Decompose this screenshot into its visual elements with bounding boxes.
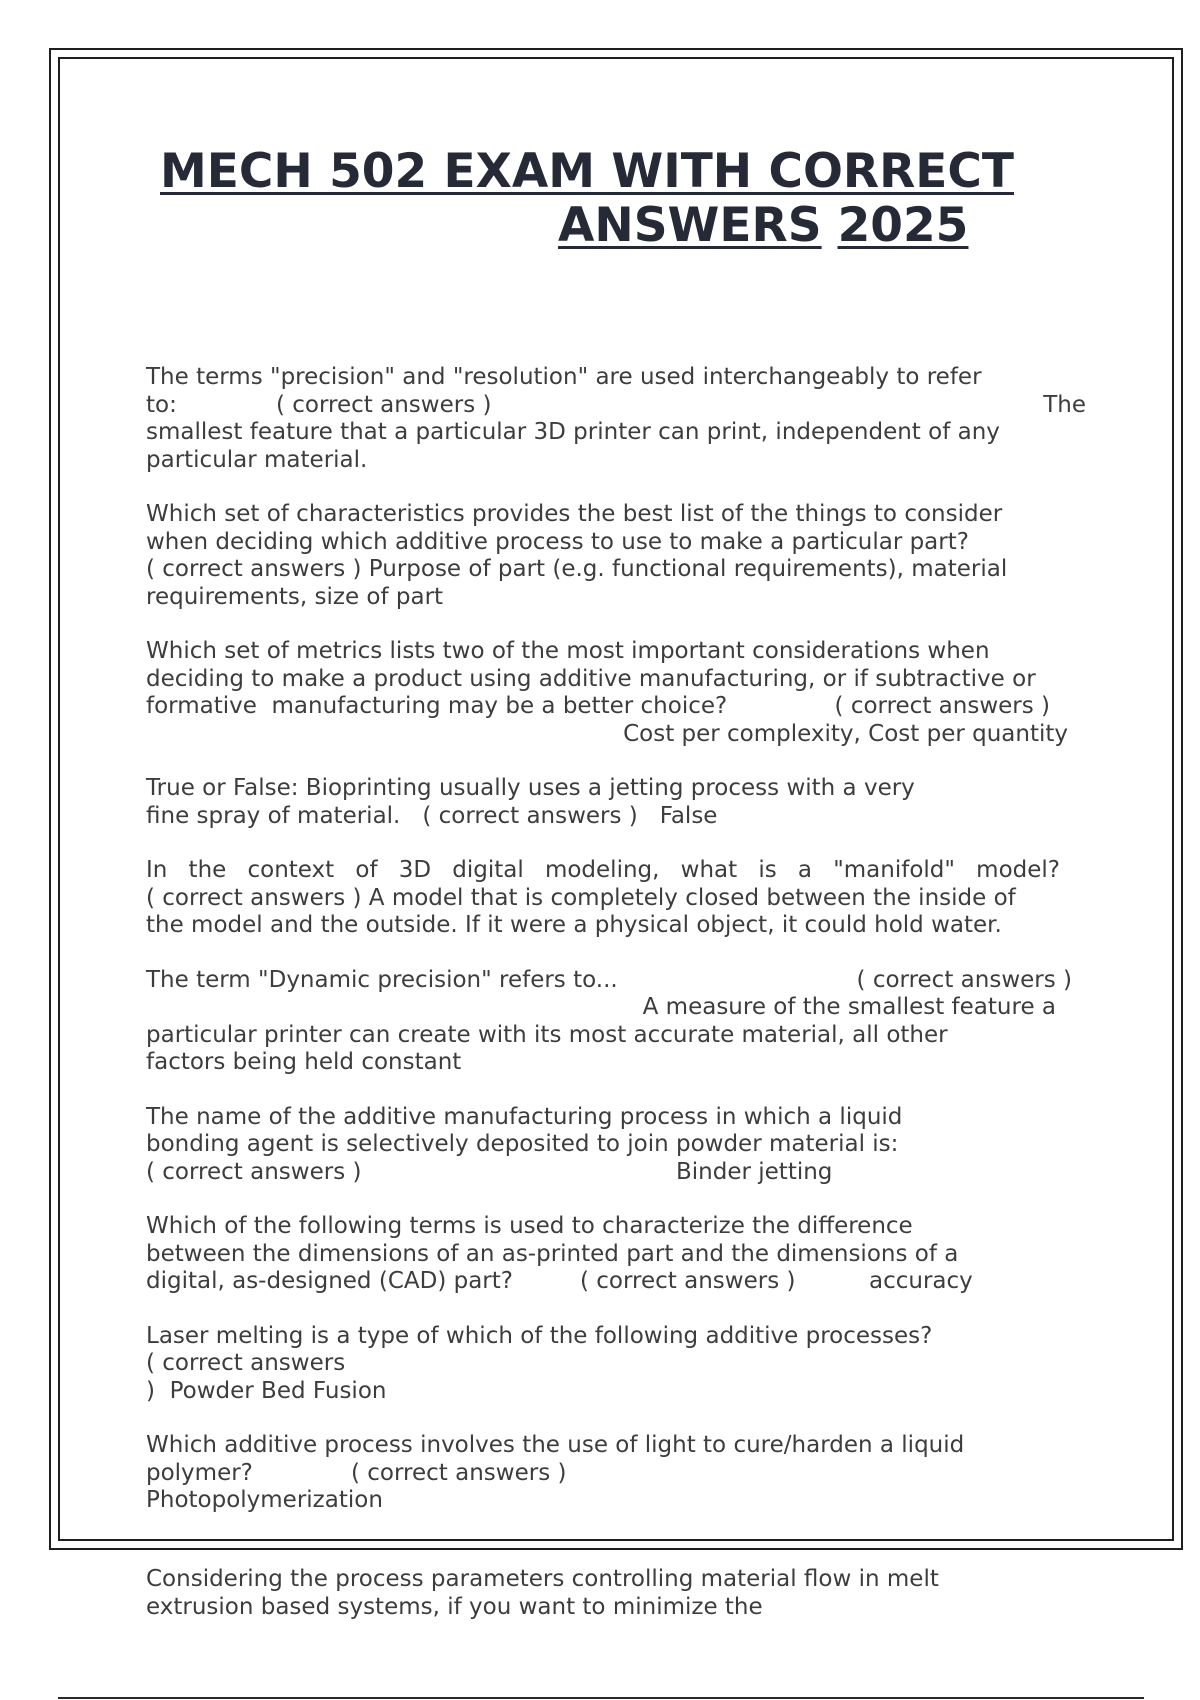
answer-tag: ( correct answers (146, 1350, 346, 1376)
question-text: formative manufacturing may be a better choice? (146, 693, 728, 719)
title-answers: ANSWERS (558, 198, 822, 253)
answer-text: A measure of the smallest feature a (642, 994, 1056, 1020)
question-answer-line (146, 392, 1086, 420)
question-answer-line (146, 885, 1086, 913)
question-text: Laser melting is a type of which of the following additive processes? (146, 1322, 933, 1349)
question-text: bonding agent is selectively deposited to join powder material is: (146, 1131, 899, 1157)
answer-text: A model that is completely closed between the inside of (368, 884, 1016, 911)
question-answer-line (146, 1378, 1086, 1406)
qa-item (146, 1104, 1086, 1187)
question-answer-line (146, 1460, 1086, 1488)
answer-tag: ( correct answers ) (580, 1268, 796, 1294)
qa-item (146, 1323, 1086, 1406)
question-text: The terms "precision" and "resolution" are used interchangeably to refer (146, 364, 982, 390)
question-text: polymer? (146, 1459, 253, 1486)
question-text: extrusion based systems, if you want to minimize the (146, 1593, 763, 1620)
question-answer-line (146, 803, 1086, 831)
question-text: Considering the process parameters controlling material flow in melt (146, 1566, 939, 1592)
document-title (160, 145, 1060, 253)
title-line-1: MECH 502 EXAM WITH CORRECT (160, 144, 1014, 199)
page-bottom-rule (58, 1697, 1144, 1699)
qa-item (146, 501, 1086, 611)
answer-text: False (659, 802, 718, 829)
answer-text: smallest feature that a particular 3D printer can print, independent of any (146, 419, 1000, 445)
answer-tag: ( correct answers ) (146, 884, 362, 911)
question-text: In the context of 3D digital modeling, what is a "manifold" model? (146, 857, 1060, 883)
title-year: 2025 (837, 198, 969, 253)
answer-tag: ( correct answers ) (276, 391, 492, 418)
question-text: Which set of characteristics provides the best list of the things to consider (146, 501, 1003, 527)
answer-text: particular printer can create with its most accurate material, all other (146, 1021, 948, 1048)
question-text: when deciding which additive process to use to make a particular part? (146, 528, 969, 555)
question-text: The name of the additive manufacturing process in which a liquid (146, 1103, 903, 1130)
question-answer-line (146, 1268, 1086, 1296)
qa-item (146, 967, 1086, 1077)
question-text: digital, as-designed (CAD) part? (146, 1268, 513, 1294)
answer-text: factors being held constant (146, 1049, 462, 1075)
question-text: deciding to make a product using additive manufacturing, or if subtractive or (146, 665, 1036, 692)
question-text: between the dimensions of an as-printed part and the dimensions of a (146, 1240, 959, 1267)
answer-text: Purpose of part (e.g. functional requirements), material (368, 556, 1008, 582)
answer-text: Powder Bed Fusion (169, 1377, 387, 1404)
answer-text: The (1043, 391, 1086, 418)
qa-item (146, 1432, 1086, 1515)
answer-text: accuracy (869, 1268, 973, 1294)
qa-list (146, 364, 1086, 1542)
answer-text: particular material. (146, 446, 368, 473)
answer-text: requirements, size of part (146, 583, 444, 610)
answer-tag: ) (146, 1377, 155, 1404)
question-text: True or False: Bioprinting usually uses a jetting process with a very (146, 775, 915, 801)
answer-text: Cost per complexity, Cost per quantity (623, 720, 1068, 747)
answer-text: the model and the outside. If it were a physical object, it could hold water. (146, 912, 1002, 938)
question-text: Which of the following terms is used to characterize the difference (146, 1213, 913, 1239)
answer-tag: ( correct answers ) (422, 802, 638, 829)
answer-tag: ( correct answers ) (146, 1158, 362, 1185)
question-text: to: (146, 391, 177, 418)
question-text: The term "Dynamic precision" refers to... (146, 966, 618, 993)
question-answer-line (146, 556, 1086, 584)
question-answer-line (146, 1159, 1086, 1187)
question-text: fine spray of material. (146, 802, 401, 829)
question-answer-line (146, 967, 1086, 995)
qa-item (146, 1213, 1086, 1296)
qa-item (146, 857, 1086, 940)
answer-tag: ( correct answers ) (834, 693, 1050, 719)
qa-item (146, 638, 1086, 748)
qa-item (146, 775, 1086, 830)
cutoff-question (146, 1566, 1086, 1620)
question-answer-line (146, 693, 1086, 721)
answer-tag: ( correct answers ) (146, 556, 362, 582)
answer-tag: ( correct answers ) (856, 966, 1072, 993)
answer-tag: ( correct answers ) (351, 1459, 567, 1486)
qa-item (146, 364, 1086, 474)
answer-text: Photopolymerization (146, 1487, 383, 1513)
answer-text: Binder jetting (676, 1158, 833, 1185)
question-text: Which set of metrics lists two of the most important considerations when (146, 638, 990, 664)
question-text: Which additive process involves the use of light to cure/harden a liquid (146, 1432, 965, 1458)
